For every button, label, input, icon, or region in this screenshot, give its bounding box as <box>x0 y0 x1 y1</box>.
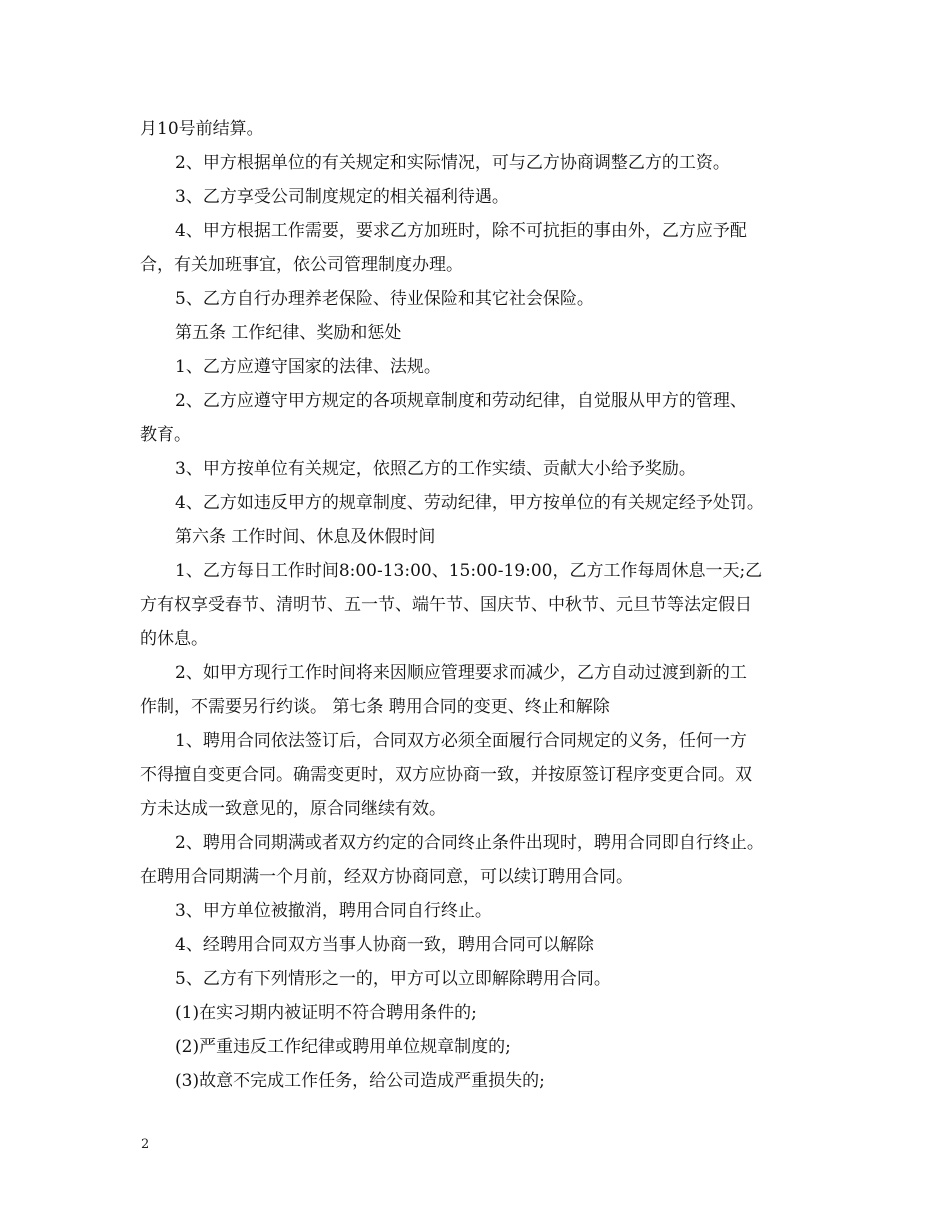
text-line: 3、乙方享受公司制度规定的相关福利待遇。 <box>175 187 509 207</box>
text-line: 2、甲方根据单位的有关规定和实际情况，可与乙方协商调整乙方的工资。 <box>175 153 730 173</box>
text-line: 2、如甲方现行工作时间将来因顺应管理要求而减少，乙方自动过渡到新的工 <box>175 663 747 683</box>
text-line: (3)故意不完成工作任务，给公司造成严重损失的; <box>175 1071 545 1091</box>
text-line: 3、甲方单位被撤消，聘用合同自行终止。 <box>175 901 492 921</box>
text-line: 2、乙方应遵守甲方规定的各项规章制度和劳动纪律，自觉服从甲方的管理、 <box>175 391 747 411</box>
text-line: (1)在实习期内被证明不符合聘用条件的; <box>175 1003 477 1023</box>
text-line: 3、甲方按单位有关规定，依照乙方的工作实绩、贡献大小给予奖励。 <box>175 459 696 479</box>
text-line: 的休息。 <box>140 629 208 649</box>
section-heading: 第六条 工作时间、休息及休假时间 <box>175 527 436 547</box>
text-line: 1、聘用合同依法签订后，合同双方必须全面履行合同规定的义务，任何一方 <box>175 731 747 751</box>
text-line: 教育。 <box>140 425 191 445</box>
text-line: 4、甲方根据工作需要，要求乙方加班时，除不可抗拒的事由外，乙方应予配 <box>175 221 747 241</box>
text-line: 作制，不需要另行约谈。 第七条 聘用合同的变更、终止和解除 <box>140 697 610 717</box>
text-line: 1、乙方每日工作时间8:00-13:00、15:00-19:00，乙方工作每周休息一天;乙 <box>175 561 763 581</box>
text-line: 在聘用合同期满一个月前，经双方协商同意，可以续订聘用合同。 <box>140 867 633 887</box>
page-number: 2 <box>141 1137 150 1152</box>
text-line: (2)严重违反工作纪律或聘用单位规章制度的; <box>175 1037 511 1057</box>
text-line: 月10号前结算。 <box>140 119 264 139</box>
text-line: 5、乙方自行办理养老保险、待业保险和其它社会保险。 <box>175 289 594 309</box>
text-line: 不得擅自变更合同。确需变更时，双方应协商一致，并按原签订程序变更合同。双 <box>140 765 752 785</box>
text-line: 4、经聘用合同双方当事人协商一致，聘用合同可以解除 <box>175 935 594 955</box>
text-line: 4、乙方如违反甲方的规章制度、劳动纪律，甲方按单位的有关规定经予处罚。 <box>175 493 764 513</box>
text-line: 2、聘用合同期满或者双方约定的合同终止条件出现时，聘用合同即自行终止。 <box>175 833 764 853</box>
text-line: 合，有关加班事宜，依公司管理制度办理。 <box>140 255 463 275</box>
text-line: 方有权享受春节、清明节、五一节、端午节、国庆节、中秋节、元旦节等法定假日 <box>140 595 752 615</box>
text-line: 方未达成一致意见的，原合同继续有效。 <box>140 799 446 819</box>
text-line: 5、乙方有下列情形之一的，甲方可以立即解除聘用合同。 <box>175 969 611 989</box>
section-heading: 第五条 工作纪律、奖励和惩处 <box>175 323 402 343</box>
text-line: 1、乙方应遵守国家的法律、法规。 <box>175 357 441 377</box>
